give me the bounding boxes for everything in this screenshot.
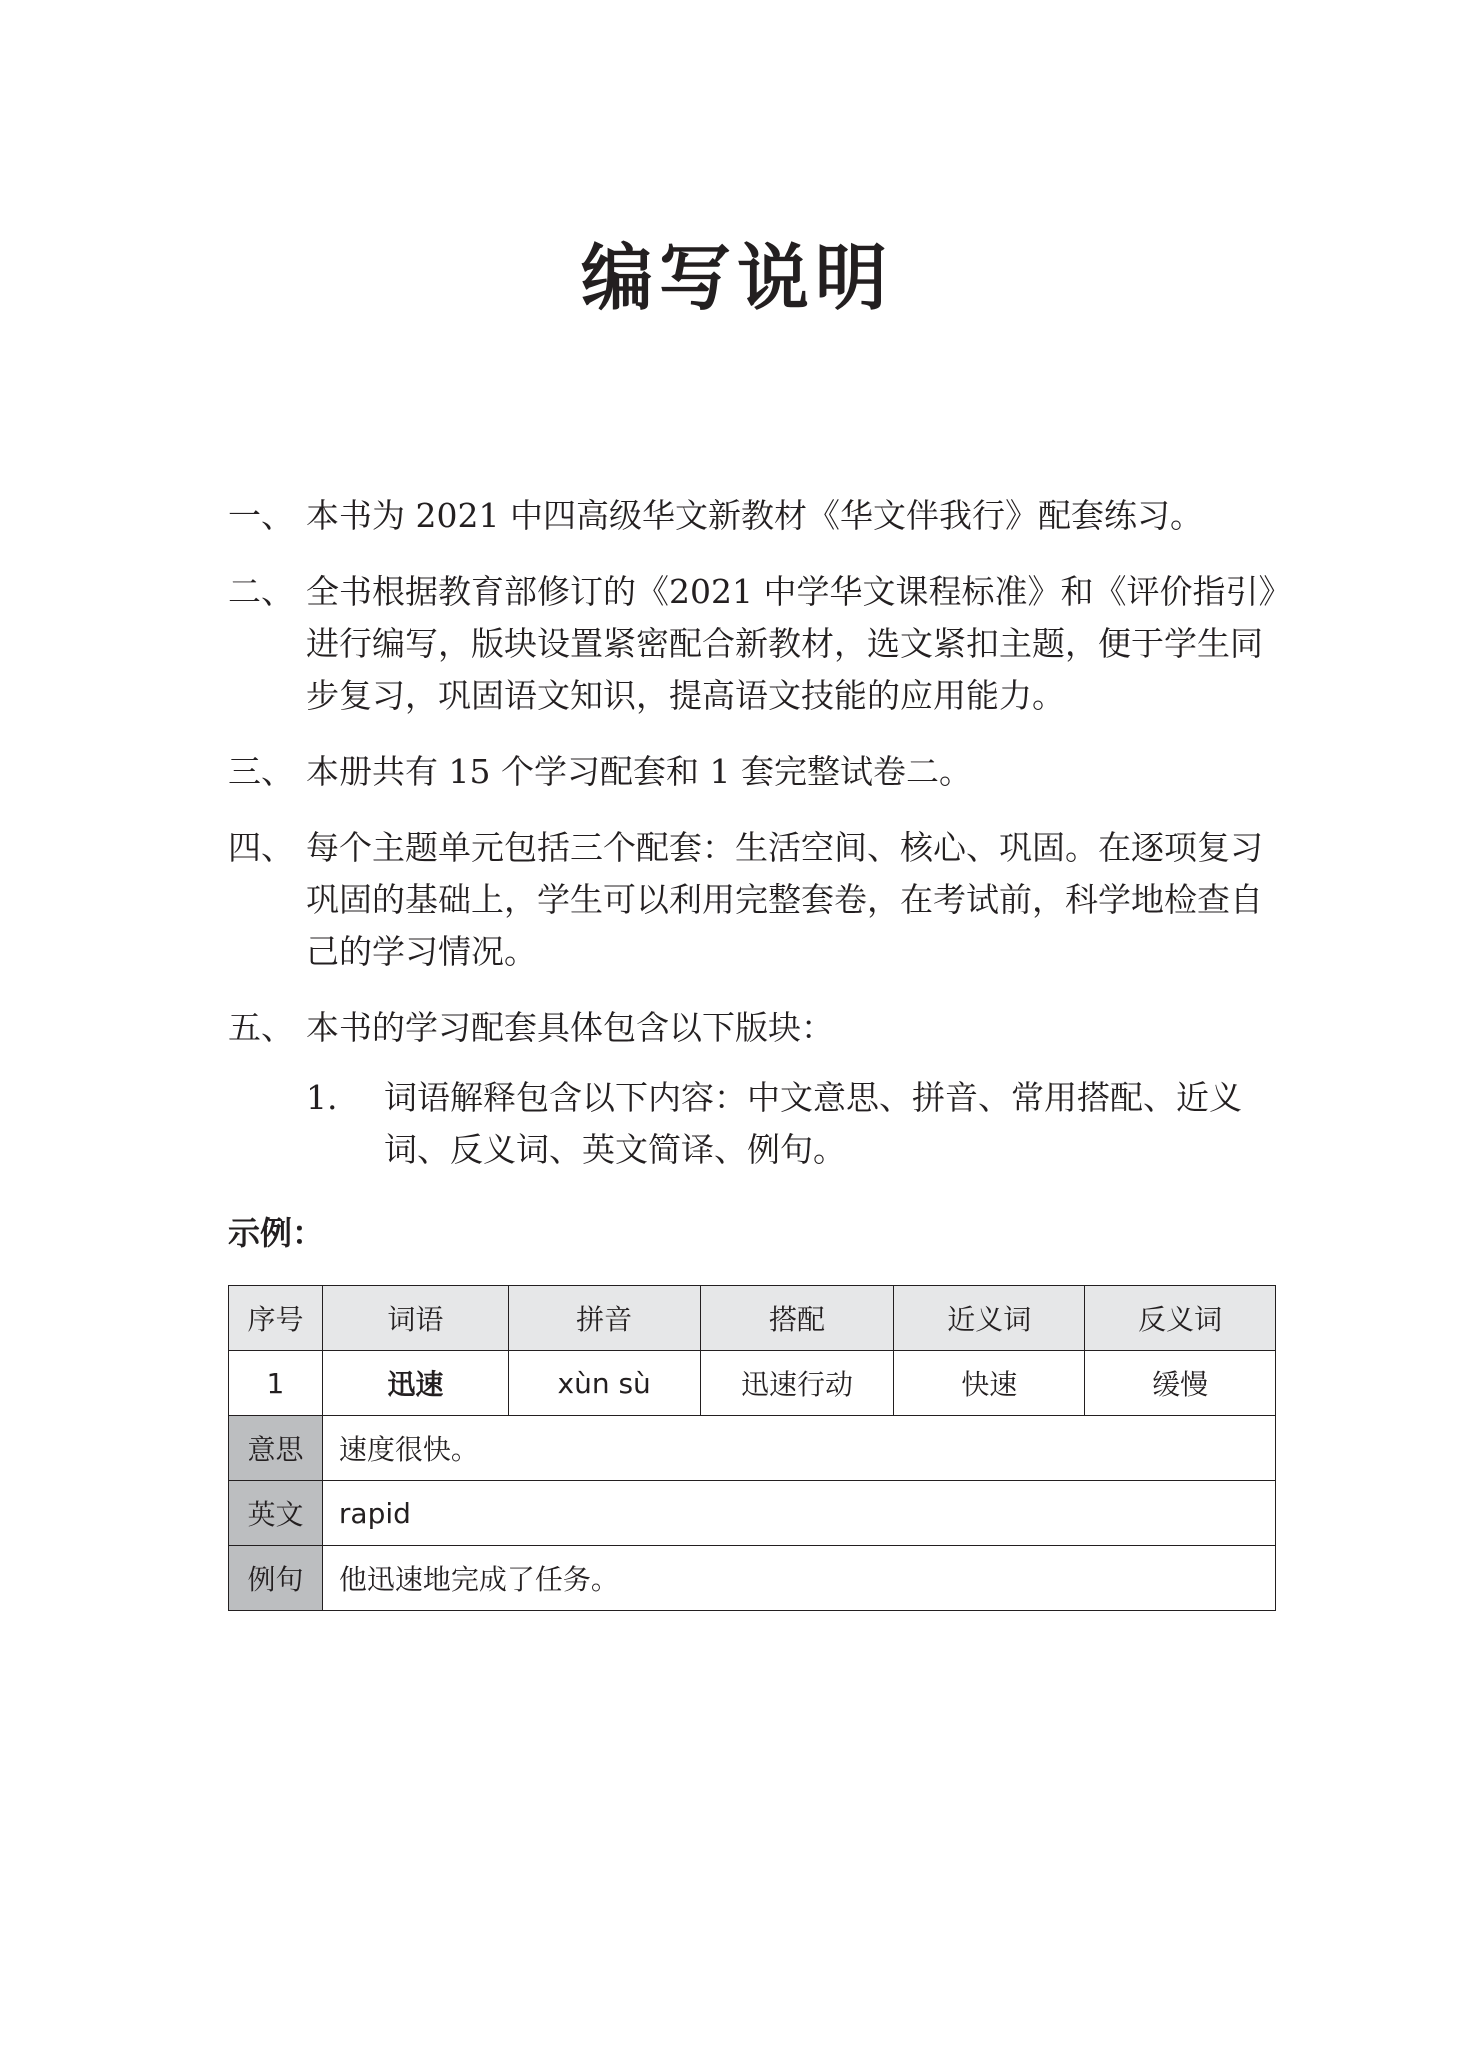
meaning-value: 速度很快。	[322, 1416, 1275, 1481]
note-text: 本册共有 15 个学习配套和 1 套完整试卷二。	[306, 752, 972, 791]
note-item	[228, 1002, 1288, 1054]
example-heading: 示例：	[228, 1214, 325, 1252]
table-row-english	[229, 1481, 1276, 1546]
cell-pinyin: xùn sù	[508, 1351, 700, 1416]
table-row-meaning	[229, 1416, 1276, 1481]
header-cell-collocation: 搭配	[700, 1286, 894, 1351]
note-text: 本书的学习配套具体包含以下版块：	[306, 1008, 834, 1047]
note-item	[228, 490, 1288, 542]
sub-item-text: 词语解释包含以下内容：中文意思、拼音、常用搭配、近义词、反义词、英文简译、例句。	[384, 1078, 1242, 1169]
sub-item-number: 1.	[306, 1078, 338, 1117]
vocab-table	[228, 1285, 1276, 1611]
example-sentence-label: 例句	[229, 1546, 323, 1611]
note-item	[228, 566, 1288, 722]
meaning-label: 意思	[229, 1416, 323, 1481]
notes-list	[228, 490, 1288, 1176]
header-cell-word: 词语	[322, 1286, 508, 1351]
cell-collocation: 迅速行动	[700, 1351, 894, 1416]
cell-word: 迅速	[322, 1351, 508, 1416]
english-value: rapid	[322, 1481, 1275, 1546]
note-text: 全书根据教育部修订的《2021 中学华文课程标准》和《评价指引》进行编写，版块设置紧密配合新教材，选文紧扣主题，便于学生同步复习，巩固语文知识，提高语文技能的应用能力。	[306, 572, 1275, 715]
note-item	[228, 822, 1288, 978]
sub-item	[306, 1072, 1288, 1176]
table-row	[229, 1351, 1276, 1416]
note-item	[228, 746, 1288, 798]
english-label: 英文	[229, 1481, 323, 1546]
cell-index: 1	[229, 1351, 323, 1416]
table-header-row	[229, 1286, 1276, 1351]
note-number: 四、	[228, 828, 294, 867]
header-cell-pinyin: 拼音	[508, 1286, 700, 1351]
note-text: 每个主题单元包括三个配套：生活空间、核心、巩固。在逐项复习巩固的基础上，学生可以利用完整套卷，在考试前，科学地检查自己的学习情况。	[306, 828, 1263, 971]
note-number: 五、	[228, 1008, 294, 1047]
note-number: 二、	[228, 572, 294, 611]
table-row-example	[229, 1546, 1276, 1611]
note-number: 三、	[228, 752, 294, 791]
note-number: 一、	[228, 496, 294, 535]
page-title: 编写说明	[580, 236, 893, 320]
cell-antonym: 缓慢	[1085, 1351, 1276, 1416]
header-cell-antonym: 反义词	[1085, 1286, 1276, 1351]
header-cell-synonym: 近义词	[894, 1286, 1085, 1351]
example-sentence-value: 他迅速地完成了任务。	[322, 1546, 1275, 1611]
cell-synonym: 快速	[894, 1351, 1085, 1416]
header-cell-index: 序号	[229, 1286, 323, 1351]
note-text: 本书为 2021 中四高级华文新教材《华文伴我行》配套练习。	[306, 496, 1203, 535]
